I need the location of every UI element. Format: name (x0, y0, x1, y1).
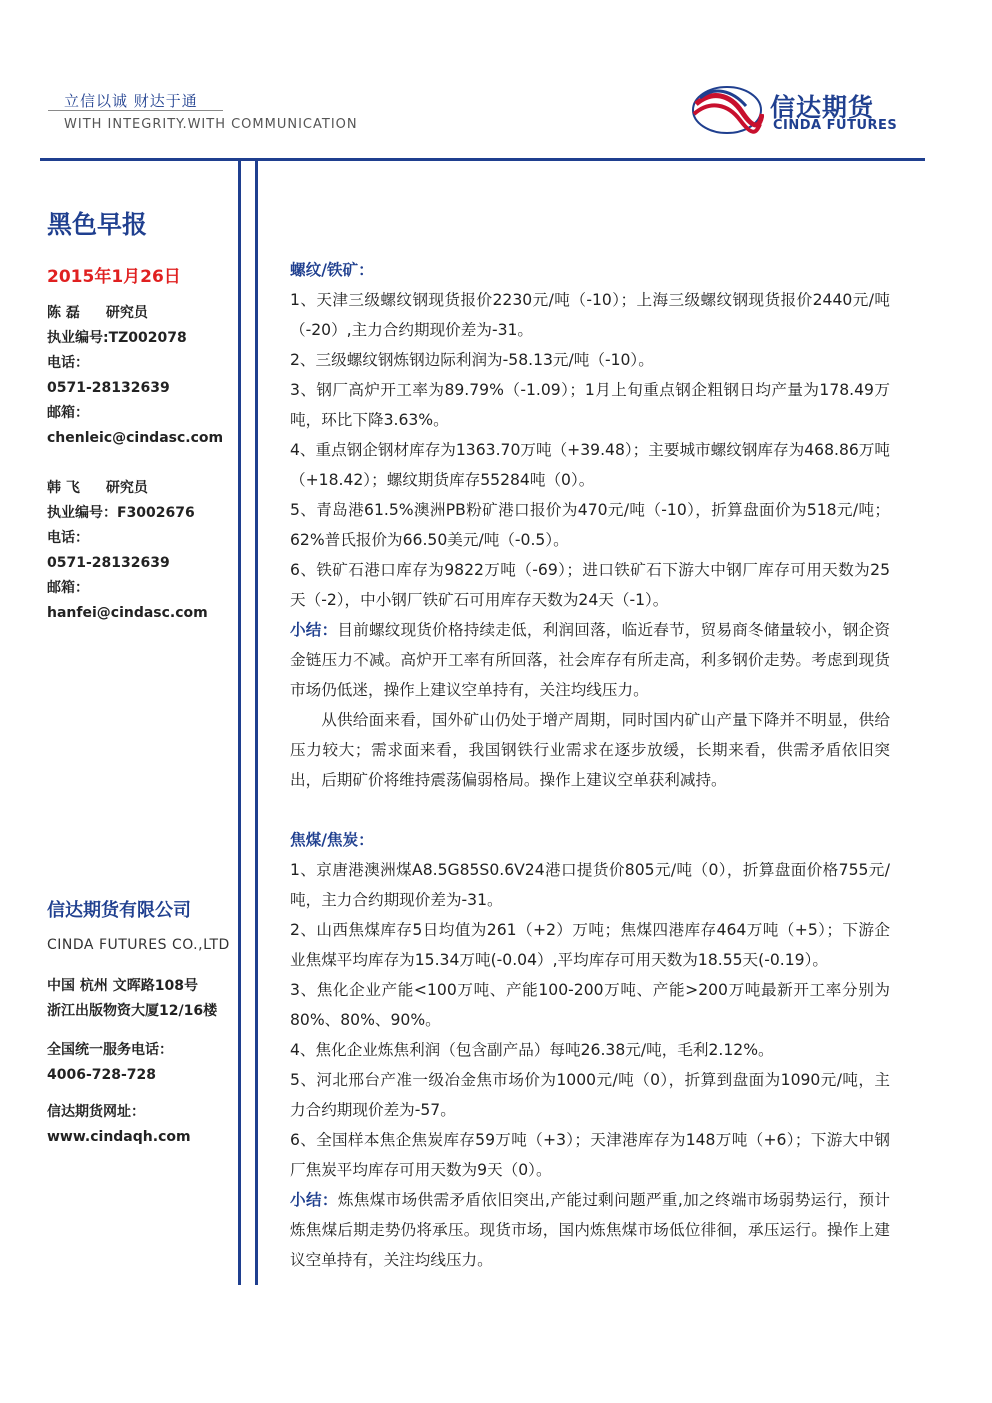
section-spacer (290, 795, 890, 825)
header-divider (40, 158, 925, 161)
website-url: www.cindaqh.com (47, 1129, 191, 1145)
section2-item: 1、京唐港澳洲煤A8.5G85S0.6V24港口提货价805元/吨（0），折算盘面价格755元/吨，主力合约期现价差为-31。 (290, 861, 890, 909)
address-line-2: 浙江出版物资大厦12/16楼 (47, 1003, 218, 1019)
report-date: 2015年1月26日 (47, 267, 181, 287)
sidebar-divider-left (238, 160, 241, 1285)
service-label: 全国统一服务电话： (47, 1042, 173, 1058)
company-name-english: CINDA FUTURES CO.,LTD (47, 937, 230, 953)
section1-item: 2、三级螺纹钢炼钢边际利润为-58.13元/吨（-10）。 (290, 351, 654, 369)
analyst-name-row (47, 476, 237, 501)
slogan-underline (48, 110, 223, 111)
page-header (0, 0, 992, 160)
company-name: 信达期货有限公司 (47, 900, 191, 921)
slogan-english: WITH INTEGRITY.WITH COMMUNICATION (64, 117, 358, 132)
slogan-chinese: 立信以诚 财达于通 (64, 92, 198, 110)
analyst-phone: 0571-28132639 (47, 555, 170, 571)
section2-item: 3、焦化企业产能<100万吨、产能100-200万吨、产能>200万吨最新开工率分别为80%、80%、90%。 (290, 981, 890, 1029)
analyst-email-label: 邮箱： (47, 405, 89, 421)
analyst-email-label: 邮箱： (47, 580, 89, 596)
section-title-rebar-iron-ore: 螺纹/铁矿： (290, 261, 374, 279)
analyst-name-row (47, 301, 237, 326)
address-line-1: 中国 杭州 文晖路108号 (47, 978, 198, 994)
analyst-card (47, 476, 237, 626)
analyst-role: 研究员 (105, 305, 148, 321)
analyst-name: 陈 磊 (47, 305, 80, 321)
section1-item: 5、青岛港61.5%澳洲PB粉矿港口报价为470元/吨（-10），折算盘面价为518元/吨； 62%普氏报价为66.50美元/吨（-0.5）。 (290, 501, 890, 549)
analyst-phone: 0571-28132639 (47, 380, 170, 396)
analyst-license: 执业编号：F3002676 (47, 505, 195, 521)
analyst-phone-label: 电话： (47, 355, 89, 371)
company-website (47, 1100, 191, 1150)
report-title: 黑色早报 (47, 210, 148, 239)
sidebar-divider-right (255, 160, 258, 1285)
section1-item: 1、天津三级螺纹钢现货报价2230元/吨（-10）；上海三级螺纹钢现货报价2440元/吨（-20）,主力合约期现价差为-31。 (290, 291, 890, 339)
section1-item: 4、重点钢企钢材库存为1363.70万吨（+39.48）；主要城市螺纹钢库存为468.86万吨（+18.42）；螺纹期货库存55284吨（0）。 (290, 441, 890, 489)
company-address (47, 974, 217, 1024)
summary-text: 目前螺纹现货价格持续走低，利润回落，临近春节，贸易商冬储量较小，钢企资金链压力不减。高炉开工率有所回落，社会库存有所走高，利多钢价走势。考虑到现货市场仍低迷，操作上建议空单持有，关注均线压力。 (290, 621, 890, 699)
logo-text-english: CINDA FUTURES (773, 118, 898, 133)
section2-item: 4、焦化企业炼焦利润（包含副产品）每吨26.38元/吨，毛利2.12%。 (290, 1041, 774, 1059)
service-hotline (47, 1038, 173, 1088)
analyst-role: 研究员 (105, 480, 148, 496)
section1-summary-2: 从供给面来看，国外矿山仍处于增产周期，同时国内矿山产量下降并不明显，供给压力较大；需求面来看，我国钢铁行业需求在逐步放缓，长期来看，供需矛盾依旧突出，后期矿价将维持震荡偏弱格局。操作上建议空单获利减持。 (290, 711, 890, 789)
section-title-coking-coal-coke: 焦煤/焦炭： (290, 831, 374, 849)
analyst-name: 韩 飞 (47, 480, 80, 496)
section2-item: 5、河北邢台产准一级冶金焦市场价为1000元/吨（0），折算到盘面为1090元/吨，主力合约期现价差为-57。 (290, 1071, 890, 1119)
summary-text: 炼焦煤市场供需矛盾依旧突出,产能过剩问题严重,加之终端市场弱势运行，预计炼焦煤后期走势仍将承压。现货市场，国内炼焦煤市场低位徘徊，承压运行。操作上建议空单持有，关注均线压力。 (290, 1191, 890, 1269)
logo-text-chinese: 信达期货 (770, 93, 875, 122)
website-label: 信达期货网址： (47, 1104, 145, 1120)
section2-summary (290, 1185, 890, 1275)
section1-summary (290, 615, 890, 705)
section2-item: 2、山西焦煤库存5日均值为261（+2）万吨；焦煤四港库存464万吨（+5）；下游企业焦煤平均库存为15.34万吨(-0.04）,平均库存可用天数为18.55天(-0.19）。 (290, 921, 890, 969)
service-phone: 4006-728-728 (47, 1067, 157, 1083)
analyst-license: 执业编号:TZ002078 (47, 330, 187, 346)
analyst-email: chenleic@cindasc.com (47, 430, 224, 446)
section2-item: 6、全国样本焦企焦炭库存59万吨（+3）；天津港库存为148万吨（+6）；下游大中钢厂焦炭平均库存可用天数为9天（0）。 (290, 1131, 890, 1179)
summary-label: 小结： (290, 1191, 338, 1209)
cinda-logo-icon (690, 84, 764, 136)
section1-item: 6、铁矿石港口库存为9822万吨（-69）；进口铁矿石下游大中钢厂库存可用天数为25天（-2），中小钢厂铁矿石可用库存天数为24天（-1）。 (290, 561, 890, 609)
report-body (290, 255, 890, 1275)
section1-item: 3、钢厂高炉开工率为89.79%（-1.09）；1月上旬重点钢企粗钢日均产量为178.49万吨，环比下降3.63%。 (290, 381, 890, 429)
analyst-card (47, 301, 237, 451)
summary-label: 小结： (290, 621, 338, 639)
analyst-email: hanfei@cindasc.com (47, 605, 208, 621)
analyst-phone-label: 电话： (47, 530, 89, 546)
